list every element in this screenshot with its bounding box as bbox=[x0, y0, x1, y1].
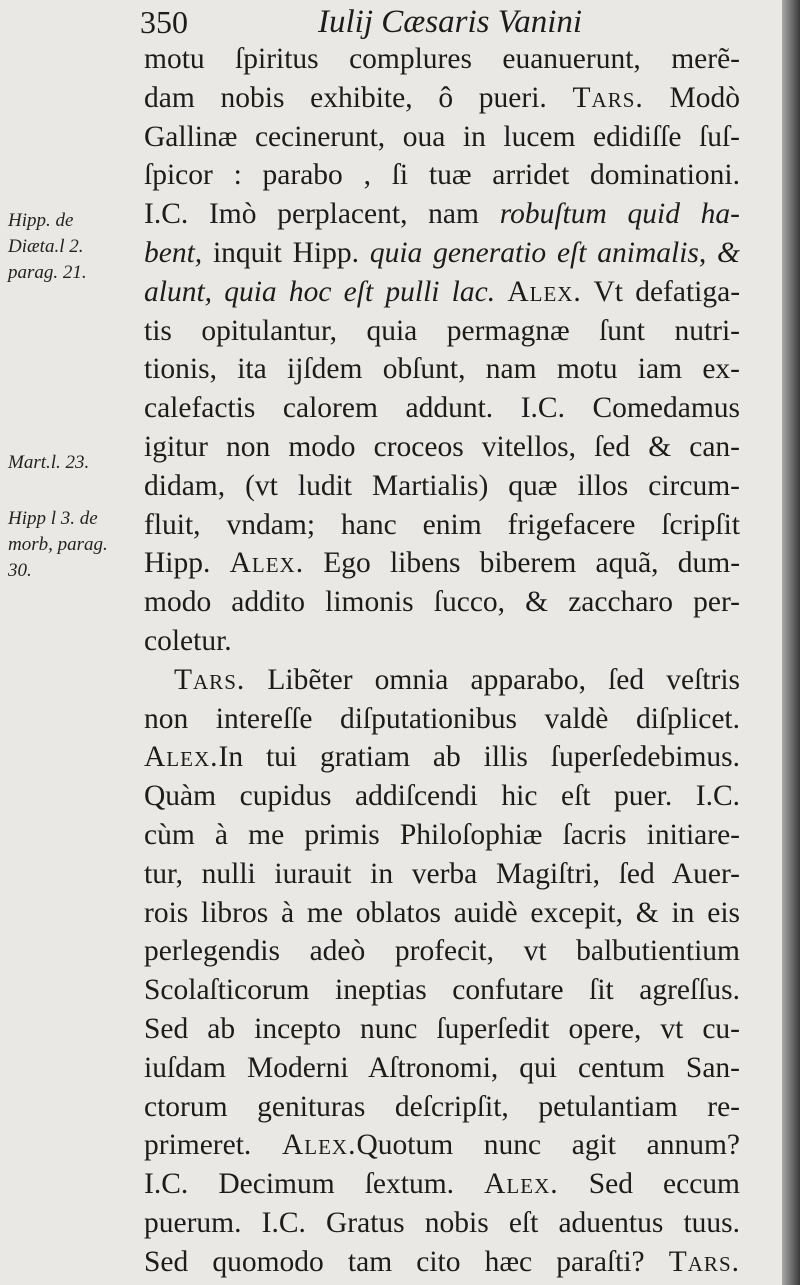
text-line: tur, nulli iurauit in verba Magiſtri, ſed Auer- bbox=[144, 857, 740, 890]
text-run: Hipp. bbox=[144, 547, 211, 580]
text-line: iuſdam Moderni Aſtronomi, qui centum San- bbox=[144, 1051, 740, 1084]
text-line bbox=[144, 273, 740, 312]
speaker-name: Alex. bbox=[484, 1168, 559, 1201]
margin-note-martial bbox=[8, 450, 89, 476]
text-line: coletur. bbox=[144, 624, 232, 657]
page-header bbox=[140, 2, 760, 42]
text-run: Sed quomodo tam cito hæc paraſti? bbox=[144, 1245, 645, 1278]
text-line: tis opitulantur, quia permagnæ ſunt nutri- bbox=[144, 314, 740, 347]
text-run: I.C. Imò perplacent, nam bbox=[144, 198, 479, 231]
text-line bbox=[144, 738, 740, 777]
text-run: In tui gratiam ab illis ſuperſedebimus. bbox=[218, 741, 740, 774]
main-text bbox=[144, 40, 740, 1282]
speaker-name: Alex. bbox=[144, 741, 219, 774]
text-line: Quàm cupidus addiſcendi hic eſt puer. I.C. bbox=[144, 780, 740, 813]
text-line: cùm à me primis Philoſophiæ ſacris initiare- bbox=[144, 818, 740, 851]
text-run: Vt defatiga- bbox=[593, 275, 741, 308]
margin-note-hipp-morb bbox=[8, 506, 108, 584]
margin-note-line: Hipp. de bbox=[8, 210, 74, 231]
quotation: bent, bbox=[144, 236, 203, 269]
text-run: Modò bbox=[669, 81, 740, 114]
speaker-name: Alex. bbox=[281, 1129, 357, 1162]
text-run: Sed eccum bbox=[588, 1168, 741, 1201]
quotation: robuſtum quid ha- bbox=[499, 198, 741, 231]
speaker-name: Alex. bbox=[229, 547, 305, 580]
text-line: tionis, ita ijſdem obſunt, nam motu iam ex- bbox=[144, 353, 740, 386]
text-line: calefactis calorem addunt. I.C. Comedamus bbox=[144, 392, 740, 425]
speaker-name: Tars. bbox=[668, 1245, 740, 1278]
page-number: 350 bbox=[140, 4, 188, 40]
text-run: primeret. bbox=[144, 1129, 252, 1162]
margin-note-line: Hipp l 3. de bbox=[8, 508, 98, 529]
text-line bbox=[144, 1165, 740, 1204]
text-line bbox=[144, 234, 740, 273]
text-line: igitur non modo croceos vitellos, ſed & can- bbox=[144, 430, 740, 463]
text-line: non intereſſe diſputationibus valdè diſplicet. bbox=[144, 702, 740, 735]
margin-note-line: 30. bbox=[8, 560, 32, 581]
text-line bbox=[144, 661, 740, 700]
page-gutter-shadow bbox=[782, 0, 800, 1285]
quotation: alunt, quia hoc eſt pulli lac. bbox=[144, 275, 496, 308]
text-line: didam, (vt ludit Martialis) quæ illos circum- bbox=[144, 469, 740, 502]
margin-note-line: Mart.l. 23. bbox=[8, 452, 90, 473]
margin-note-line: Diæta.l 2. bbox=[8, 236, 84, 257]
margin-note-hipp-diaeta bbox=[8, 208, 87, 286]
text-line bbox=[144, 1126, 740, 1165]
text-line: ctorum genituras deſcripſit, petulantiam re- bbox=[144, 1090, 740, 1123]
speaker-name: Tars. bbox=[572, 81, 644, 114]
text-line bbox=[144, 544, 740, 583]
text-run: Quotum nunc agit annum? bbox=[356, 1129, 740, 1162]
text-line: Sed ab incepto nunc ſuperſedit opere, vt cu- bbox=[144, 1012, 740, 1045]
running-title: Iulij Cæsaris Vanini bbox=[318, 4, 583, 40]
margin-note-line: morb, parag. bbox=[8, 534, 108, 555]
text-line: rois libros à me oblatos auidè excepit, & in eis bbox=[144, 896, 740, 929]
margin-note-line: parag. 21. bbox=[8, 262, 87, 283]
text-run: Ego libens biberem aquã, dum- bbox=[323, 547, 741, 580]
text-line bbox=[144, 79, 740, 118]
text-line: perlegendis adeò profecit, vt balbutientium bbox=[144, 935, 740, 968]
text-run: dam nobis exhibite, ô pueri. bbox=[144, 81, 547, 114]
text-line: modo addito limonis ſucco, & zaccharo per- bbox=[144, 586, 740, 619]
speaker-name: Alex. bbox=[507, 275, 582, 308]
text-line bbox=[144, 1243, 740, 1282]
text-run: Libẽter omnia apparabo, ſed veſtris bbox=[267, 663, 741, 696]
text-line: Scolaſticorum ineptias confutare ſit agreſſus. bbox=[144, 974, 740, 1007]
text-run: I.C. Decimum ſextum. bbox=[144, 1168, 455, 1201]
text-run: inquit Hipp. bbox=[212, 236, 360, 269]
speaker-name: Tars. bbox=[174, 663, 246, 696]
text-line: motu ſpiritus complures euanuerunt, merẽ- bbox=[144, 43, 740, 75]
quotation: quia generatio eſt animalis, & bbox=[369, 236, 741, 269]
text-line bbox=[144, 195, 740, 234]
text-line: ſpicor : parabo , ſi tuæ arridet dominationi. bbox=[144, 159, 740, 192]
text-line: fluit, vndam; hanc enim frigefacere ſcripſit bbox=[144, 508, 740, 541]
text-line: Gallinæ cecinerunt, oua in lucem edidiſſe ſuſ- bbox=[144, 120, 740, 153]
text-line: puerum. I.C. Gratus nobis eſt aduentus tuus. bbox=[144, 1206, 740, 1239]
